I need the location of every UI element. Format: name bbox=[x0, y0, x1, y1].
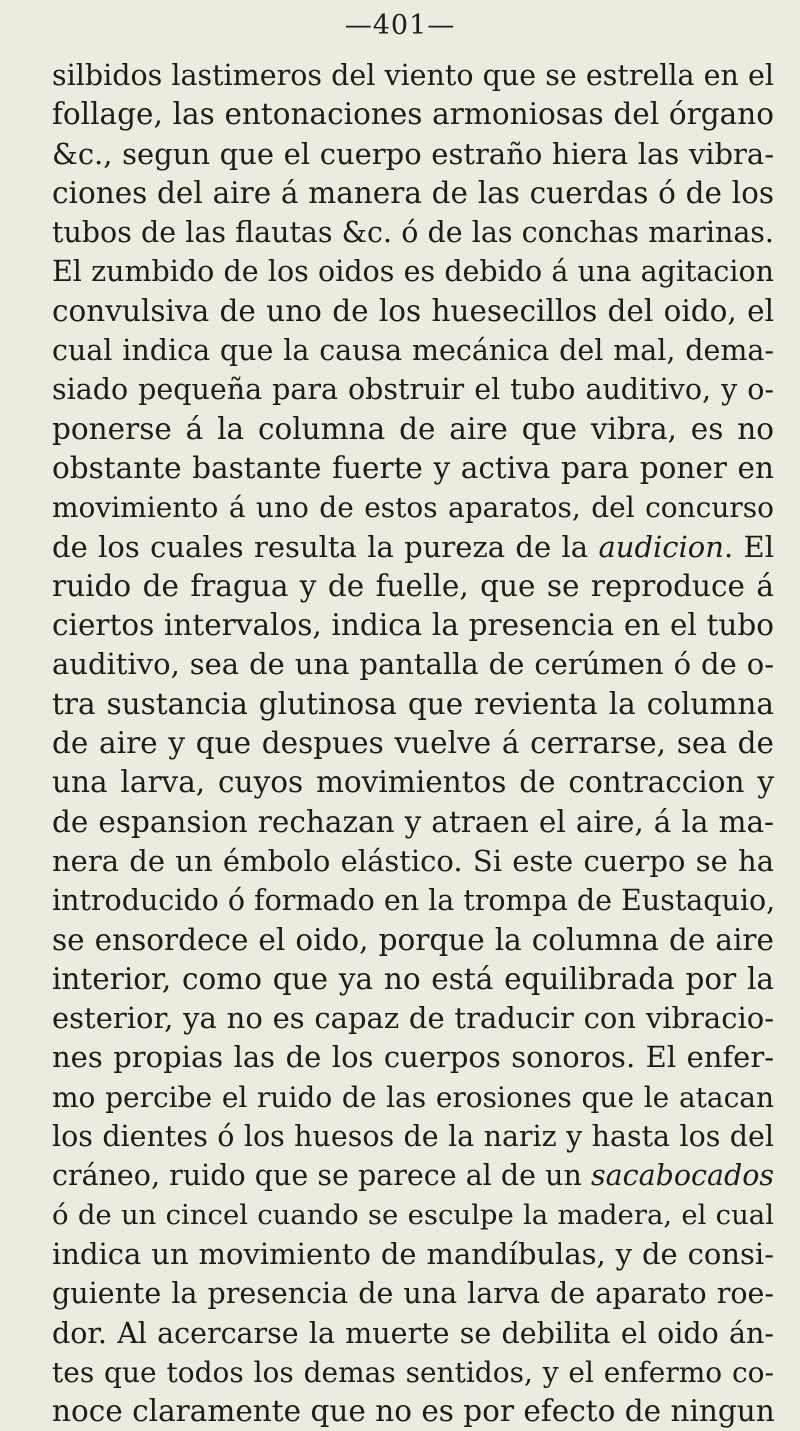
text-line-content: tubos de las flautas &c. ó de las conchas marinas. bbox=[52, 216, 774, 250]
text-line-content: guiente la presencia de una larva de aparato roe- bbox=[52, 1277, 774, 1311]
text-line-content: de los cuales resulta la pureza de la bbox=[52, 529, 599, 564]
text-line bbox=[52, 1117, 774, 1156]
text-line-content: tra sustancia glutinosa que revienta la columna bbox=[52, 686, 774, 721]
text-line bbox=[52, 842, 774, 881]
text-line-content: de espansion rechazan y atraen el aire, á la ma- bbox=[52, 804, 774, 839]
text-line bbox=[52, 763, 774, 802]
text-line-content: noce claramente que no es por efecto de ningun bbox=[52, 1394, 775, 1429]
text-line-content: interior, como que ya no está equilibrada por la bbox=[52, 961, 774, 996]
italic-term: audicion bbox=[598, 529, 724, 564]
text-line bbox=[52, 213, 774, 252]
text-line bbox=[52, 1196, 774, 1235]
text-line-tail: . El bbox=[723, 529, 775, 564]
text-line-content: nera de un émbolo elástico. Si este cuerpo se ha bbox=[52, 843, 774, 878]
text-line bbox=[52, 56, 774, 95]
text-line-content: obstante bastante fuerte y activa para poner en bbox=[52, 450, 774, 485]
text-line bbox=[52, 370, 774, 409]
text-line bbox=[52, 410, 774, 449]
text-line-content: mo percibe el ruido de las erosiones que le atacan bbox=[52, 1080, 774, 1114]
text-line-content: ciertos intervalos, indica la presencia en el tubo bbox=[52, 608, 774, 643]
text-line-content: tes que todos los demas sentidos, y el enfermo co- bbox=[52, 1355, 774, 1389]
text-line bbox=[52, 1038, 774, 1077]
text-line-content: esterior, ya no es capaz de traducir con vibracio- bbox=[52, 1001, 774, 1036]
text-line bbox=[52, 1156, 774, 1195]
text-line bbox=[52, 292, 774, 331]
text-line bbox=[52, 135, 774, 174]
text-line bbox=[52, 1392, 774, 1431]
text-line bbox=[52, 331, 774, 370]
text-line-content: El zumbido de los oidos es debido á una agitacion bbox=[52, 255, 774, 289]
text-line bbox=[52, 606, 774, 645]
text-line bbox=[52, 528, 774, 567]
text-line bbox=[52, 252, 774, 291]
text-line-content: los dientes ó los huesos de la nariz y hasta los del bbox=[52, 1120, 774, 1154]
text-line bbox=[52, 174, 774, 213]
body-text bbox=[52, 56, 774, 1431]
text-line-content: nes propias las de los cuerpos sonoros. El enfer- bbox=[52, 1040, 774, 1075]
text-line bbox=[52, 881, 774, 920]
text-line-content: ó de un cincel cuando se esculpe la madera, el cual bbox=[52, 1198, 774, 1231]
text-line bbox=[52, 1235, 774, 1274]
text-line bbox=[52, 999, 774, 1038]
text-line-content: movimiento á uno de estos aparatos, del concurso bbox=[52, 491, 774, 525]
text-line-content: indica un movimiento de mandíbulas, y de consi- bbox=[52, 1236, 774, 1271]
text-line bbox=[52, 1353, 774, 1392]
text-line-content: ponerse á la columna de aire que vibra, es no bbox=[52, 411, 774, 446]
text-line-content: ciones del aire á manera de las cuerdas ó de los bbox=[52, 175, 774, 210]
text-line bbox=[52, 1274, 774, 1313]
text-line-content: follage, las entonaciones armoniosas del órgano bbox=[52, 97, 774, 132]
text-line bbox=[52, 960, 774, 999]
text-line-content: auditivo, sea de una pantalla de cerúmen ó de o- bbox=[52, 647, 774, 682]
text-line-content: silbidos lastimeros del viento que se estrella en el bbox=[52, 59, 774, 92]
text-line-content: una larva, cuyos movimientos de contraccion y bbox=[52, 765, 774, 800]
text-line bbox=[52, 488, 774, 527]
text-line bbox=[52, 803, 774, 842]
text-line-content: &c., segun que el cuerpo estraño hiera las vibra- bbox=[52, 136, 774, 171]
text-line-content: cual indica que la causa mecánica del mal, dema- bbox=[52, 334, 774, 368]
text-line-content: se ensordece el oido, porque la columna de aire bbox=[52, 922, 774, 957]
text-line-content: ruido de fragua y de fuelle, que se reproduce á bbox=[52, 568, 774, 603]
text-line-content: cráneo, ruido que se parece al de un bbox=[52, 1159, 592, 1193]
page-number: —401— bbox=[344, 10, 456, 41]
text-line bbox=[52, 645, 774, 684]
text-line bbox=[52, 95, 774, 134]
text-line-content: dor. Al acercarse la muerte se debilita el oido án- bbox=[52, 1316, 774, 1350]
text-line bbox=[52, 685, 774, 724]
text-line bbox=[52, 1078, 774, 1117]
italic-term: sacabocados bbox=[591, 1159, 774, 1193]
text-line bbox=[52, 921, 774, 960]
text-line-content: introducido ó formado en la trompa de Eustaquio, bbox=[52, 884, 776, 918]
text-line bbox=[52, 449, 774, 488]
text-line bbox=[52, 1314, 774, 1353]
text-line bbox=[52, 567, 774, 606]
text-line-content: convulsiva de uno de los huesecillos del oido, el bbox=[52, 293, 774, 328]
text-line-content: de aire y que despues vuelve á cerrarse, sea de bbox=[52, 726, 774, 761]
text-line-content: siado pequeña para obstruir el tubo auditivo, y o- bbox=[52, 373, 774, 407]
text-line bbox=[52, 724, 774, 763]
